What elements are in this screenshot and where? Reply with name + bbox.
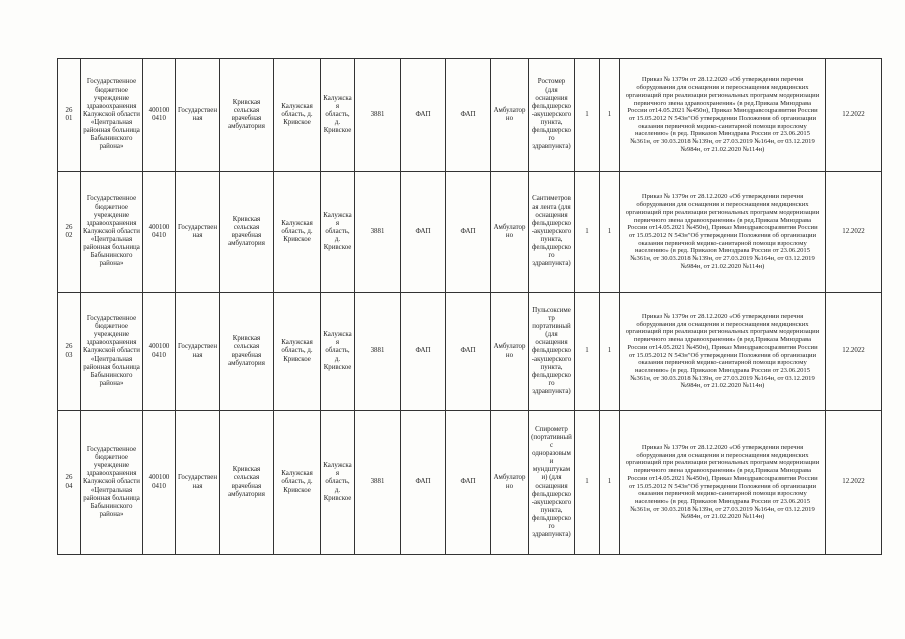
organization-code: 400100 0410 bbox=[143, 172, 176, 293]
delivery-date: 12.2022 bbox=[826, 172, 882, 293]
table-row bbox=[58, 172, 882, 293]
facility-address: Калужская область, д. Кривское bbox=[274, 59, 321, 172]
care-kind: Амбулаторно bbox=[491, 59, 529, 172]
facility-type: ФАП bbox=[401, 293, 446, 411]
facility-address: Калужская область, д. Кривское bbox=[274, 293, 321, 411]
organization-code: 400100 0410 bbox=[143, 411, 176, 555]
facility-address: Калужская область, д. Кривское bbox=[274, 411, 321, 555]
facility-type-2: ФАП bbox=[446, 411, 491, 555]
row-number: 26 01 bbox=[58, 59, 81, 172]
quantity: 1 bbox=[575, 293, 600, 411]
facility-address: Калужская область, д. Кривское bbox=[274, 172, 321, 293]
equipment-name: Пульсоксиметр портативный (для оснащения фельдшерско-акушерского пункта, фельдшерского здравпункта) bbox=[529, 293, 575, 411]
facility-number: 3881 bbox=[355, 172, 401, 293]
facility-number: 3881 bbox=[355, 59, 401, 172]
ownership-form: Государственная bbox=[176, 172, 220, 293]
ownership-form: Государственная bbox=[176, 293, 220, 411]
organization-name: Государственное бюджетное учреждение здравоохранения Калужской области «Центральная районная больница Бабынинского района» bbox=[81, 59, 143, 172]
row-number: 26 02 bbox=[58, 172, 81, 293]
facility-address-short: Калужская область, д. Кривское bbox=[321, 59, 355, 172]
facility-type-2: ФАП bbox=[446, 293, 491, 411]
quantity: 1 bbox=[575, 172, 600, 293]
facility-type: ФАП bbox=[401, 59, 446, 172]
organization-code: 400100 0410 bbox=[143, 59, 176, 172]
justification: Приказ № 1379н от 28.12.2020 «Об утверждении перечня оборудования для оснащения и переоснащения медицинских организаций при реализации региональных программ модернизации первичного звена здравоохранения» (в ред.Приказа Минздрава России от14.05.2021 №450н), Приказ Минздравсоцразвития России от 15.05.2012 N 543н"Об утверждении Положения об организации оказания первичной медико-санитарной помощи взрослому населению» (в ред. Приказов Минздрава России от 23.06.2015 №361н, от 30.03.2018 №139н, от 27.03.2019 №164н, от 03.12.2019 №984н, от 21.02.2020 №114н) bbox=[620, 172, 826, 293]
quantity-2: 1 bbox=[600, 293, 620, 411]
delivery-date: 12.2022 bbox=[826, 293, 882, 411]
quantity: 1 bbox=[575, 411, 600, 555]
facility-type: ФАП bbox=[401, 172, 446, 293]
quantity-2: 1 bbox=[600, 172, 620, 293]
equipment-name: Спирометр (портативный с одноразовыми мундштуками) (для оснащения фельдшерско-акушерского пункта, фельдшерского здравпункта) bbox=[529, 411, 575, 555]
equipment-table bbox=[57, 58, 882, 555]
facility-name: Кривская сельская врачебная амбулатория bbox=[220, 59, 274, 172]
quantity: 1 bbox=[575, 59, 600, 172]
facility-address-short: Калужская область, д. Кривское bbox=[321, 172, 355, 293]
justification: Приказ № 1379н от 28.12.2020 «Об утверждении перечня оборудования для оснащения и переоснащения медицинских организаций при реализации региональных программ модернизации первичного звена здравоохранения» (в ред.Приказа Минздрава России от14.05.2021 №450н), Приказ Минздравсоцразвития России от 15.05.2012 N 543н"Об утверждении Положения об организации оказания первичной медико-санитарной помощи взрослому населению» (в ред. Приказов Минздрава России от 23.06.2015 №361н, от 30.03.2018 №139н, от 27.03.2019 №164н, от 03.12.2019 №984н, от 21.02.2020 №114н) bbox=[620, 293, 826, 411]
care-kind: Амбулаторно bbox=[491, 172, 529, 293]
facility-name: Кривская сельская врачебная амбулатория bbox=[220, 172, 274, 293]
facility-number: 3881 bbox=[355, 293, 401, 411]
organization-name: Государственное бюджетное учреждение здравоохранения Калужской области «Центральная районная больница Бабынинского района» bbox=[81, 293, 143, 411]
organization-code: 400100 0410 bbox=[143, 293, 176, 411]
row-number: 26 03 bbox=[58, 293, 81, 411]
facility-number: 3881 bbox=[355, 411, 401, 555]
care-kind: Амбулаторно bbox=[491, 293, 529, 411]
facility-type: ФАП bbox=[401, 411, 446, 555]
justification: Приказ № 1379н от 28.12.2020 «Об утверждении перечня оборудования для оснащения и переоснащения медицинских организаций при реализации региональных программ модернизации первичного звена здравоохранения» (в ред.Приказа Минздрава России от14.05.2021 №450н), Приказ Минздравсоцразвития России от 15.05.2012 N 543н"Об утверждении Положения об организации оказания первичной медико-санитарной помощи взрослому населению» (в ред. Приказов Минздрава России от 23.06.2015 №361н, от 30.03.2018 №139н, от 27.03.2019 №164н, от 03.12.2019 №984н, от 21.02.2020 №114н) bbox=[620, 411, 826, 555]
delivery-date: 12.2022 bbox=[826, 59, 882, 172]
row-number: 26 04 bbox=[58, 411, 81, 555]
ownership-form: Государственная bbox=[176, 59, 220, 172]
quantity-2: 1 bbox=[600, 411, 620, 555]
equipment-name: Ростомер (для оснащения фельдшерско-акушерского пункта, фельдшерского здравпункта) bbox=[529, 59, 575, 172]
facility-address-short: Калужская область, д. Кривское bbox=[321, 293, 355, 411]
care-kind: Амбулаторно bbox=[491, 411, 529, 555]
ownership-form: Государственная bbox=[176, 411, 220, 555]
table-row bbox=[58, 59, 882, 172]
quantity-2: 1 bbox=[600, 59, 620, 172]
facility-type-2: ФАП bbox=[446, 172, 491, 293]
facility-type-2: ФАП bbox=[446, 59, 491, 172]
facility-name: Кривская сельская врачебная амбулатория bbox=[220, 293, 274, 411]
table-row bbox=[58, 411, 882, 555]
delivery-date: 12.2022 bbox=[826, 411, 882, 555]
table-row bbox=[58, 293, 882, 411]
facility-name: Кривская сельская врачебная амбулатория bbox=[220, 411, 274, 555]
justification: Приказ № 1379н от 28.12.2020 «Об утверждении перечня оборудования для оснащения и переоснащения медицинских организаций при реализации региональных программ модернизации первичного звена здравоохранения» (в ред.Приказа Минздрава России от14.05.2021 №450н), Приказ Минздравсоцразвития России от 15.05.2012 N 543н"Об утверждении Положения об организации оказания первичной медико-санитарной помощи взрослому населению» (в ред. Приказов Минздрава России от 23.06.2015 №361н, от 30.03.2018 №139н, от 27.03.2019 №164н, от 03.12.2019 №984н, от 21.02.2020 №114н) bbox=[620, 59, 826, 172]
organization-name: Государственное бюджетное учреждение здравоохранения Калужской области «Центральная районная больница Бабынинского района» bbox=[81, 172, 143, 293]
facility-address-short: Калужская область, д. Кривское bbox=[321, 411, 355, 555]
organization-name: Государственное бюджетное учреждение здравоохранения Калужской области «Центральная районная больница Бабынинского района» bbox=[81, 411, 143, 555]
equipment-name: Сантиметровая лента (для оснащения фельдшерско-акушерского пункта, фельдшерского здравпункта) bbox=[529, 172, 575, 293]
